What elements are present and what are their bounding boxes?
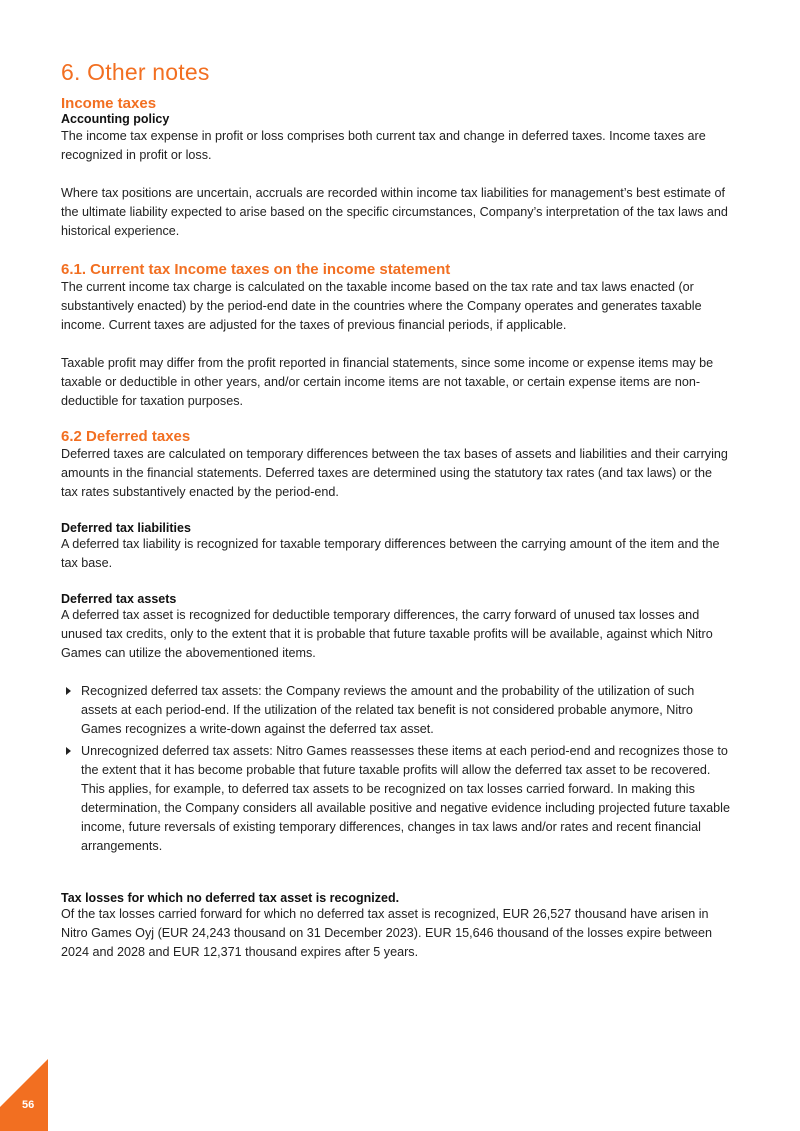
- section-title-income-taxes: Income taxes: [61, 95, 157, 112]
- income-taxes-section: [61, 95, 731, 241]
- deferred-tax-liabilities-label: Deferred tax liabilities: [61, 521, 191, 535]
- deferred-tax-assets-label: Deferred tax assets: [61, 592, 177, 606]
- current-tax-section: [61, 261, 731, 411]
- deferred-tax-liabilities-text: A deferred tax liability is recognized for taxable temporary differences between the carrying amount of the item and the tax base.: [61, 537, 720, 570]
- section-title-deferred-taxes: 6.2 Deferred taxes: [61, 428, 191, 445]
- page-corner-triangle: [0, 1059, 48, 1131]
- income-taxes-paragraph-2: Where tax positions are uncertain, accruals are recorded within income tax liabilities for management’s best estimate of the ultimate liability expected to arise based on the specific circumstances, Company’s interpretation of the tax laws and historical experience.: [61, 186, 728, 238]
- income-taxes-paragraph-1: The income tax expense in profit or loss comprises both current tax and change in deferred taxes. Income taxes are recognized in profit or loss.: [61, 129, 706, 162]
- triangle-bullet-icon: [66, 687, 71, 695]
- current-tax-paragraph-2: Taxable profit may differ from the profit reported in financial statements, since some income or expense items may be taxable or deductible in other years, and/or certain income items are not taxable, or certain expense items are non-deductible for taxation purposes.: [61, 356, 714, 408]
- deferred-taxes-section: [61, 428, 731, 856]
- triangle-bullet-icon: [66, 747, 71, 755]
- page-title: 6. Other notes: [61, 59, 210, 85]
- deferred-tax-assets-text: A deferred tax asset is recognized for deductible temporary differences, the carry forward of unused tax losses and unused tax credits, only to the extent that it is probable that future taxable profits will be available, against which Nitro Games can utilize the abovementioned items.: [61, 608, 713, 660]
- accounting-policy-label: Accounting policy: [61, 112, 170, 126]
- deferred-taxes-paragraph: Deferred taxes are calculated on temporary differences between the tax bases of assets and liabilities and their carrying amounts in the financial statements. Deferred taxes are determined using the statutory tax rates (and tax laws) or the tax rates substantively enacted by the period-end.: [61, 447, 728, 499]
- tax-losses-section: [61, 891, 731, 962]
- page-number: 56: [22, 1099, 35, 1111]
- list-item: [61, 742, 731, 856]
- section-title-current-tax: 6.1. Current tax Income taxes on the income statement: [61, 261, 451, 278]
- tax-losses-label: Tax losses for which no deferred tax asset is recognized.: [61, 891, 400, 905]
- list-item-text: Unrecognized deferred tax assets: Nitro Games reassesses these items at each period-end and recognizes those to the extent that it has become probable that future taxable profits will allow the deferred tax asset to be recovered. This applies, for example, to deferred tax assets to be recognized on tax losses carried forward. In making this determination, the Company considers all available positive and negative evidence including projected future taxable income, future reversals of existing temporary differences, changes in tax laws and/or rates and recent financial arrangements.: [81, 744, 730, 853]
- current-tax-paragraph-1: The current income tax charge is calculated on the taxable income based on the tax rate and tax laws enacted (or substantively enacted) by the period-end date in the countries where the Company operates and generates taxable income. Current taxes are adjusted for the taxes of previous financial periods, if applicable.: [61, 280, 702, 332]
- list-item: [61, 682, 731, 739]
- deferred-tax-assets-list: [61, 682, 731, 856]
- tax-losses-text: Of the tax losses carried forward for which no deferred tax asset is recognized, EUR 26,527 thousand have arisen in Nitro Games Oyj (EUR 24,243 thousand on 31 December 2023). EUR 15,646 thousand of the losses expire between 2024 and 2028 and EUR 12,371 thousand expires after 5 years.: [61, 907, 713, 959]
- list-item-text: Recognized deferred tax assets: the Company reviews the amount and the probability of the utilization of such assets at each period-end. If the utilization of the related tax benefit is not considered probable anymore, Nitro Games recognizes a write-down against the deferred tax asset.: [81, 684, 695, 736]
